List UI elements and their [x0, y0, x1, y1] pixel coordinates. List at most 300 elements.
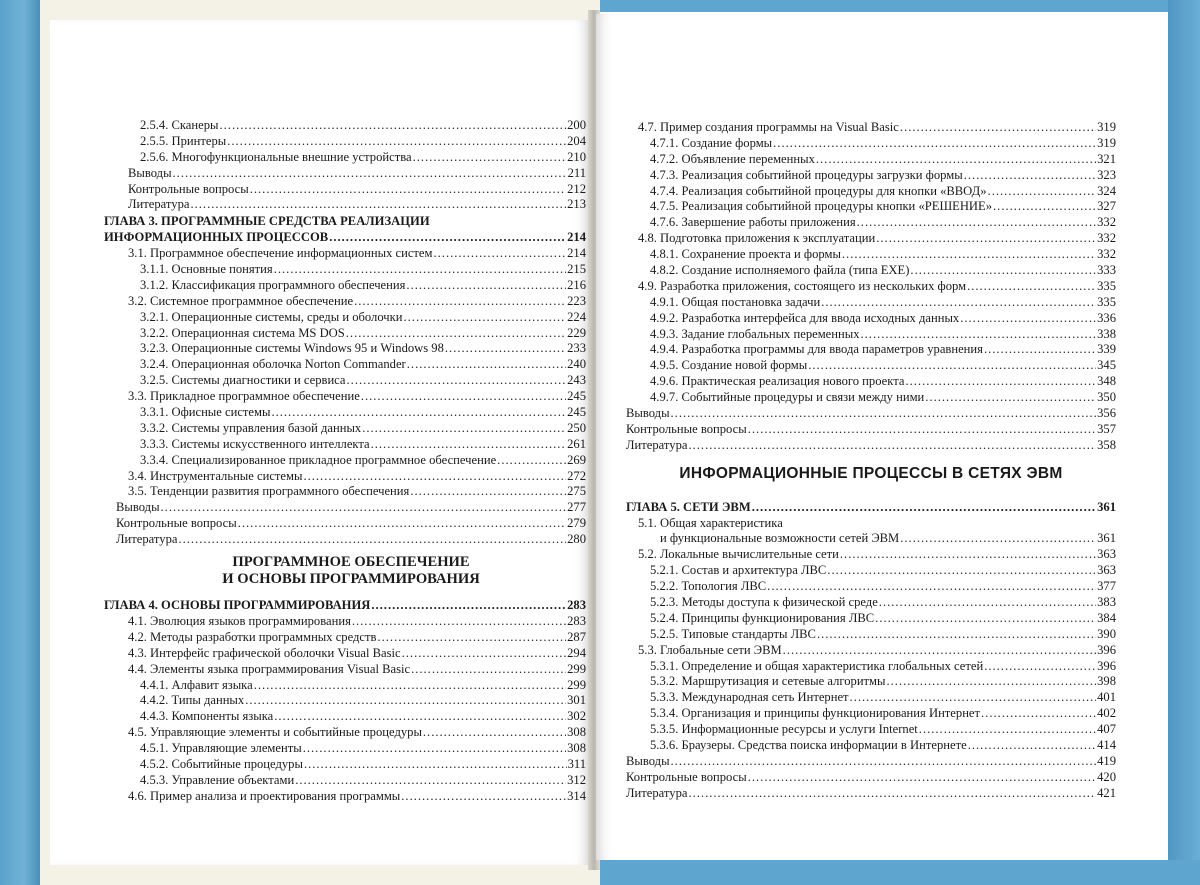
- toc-entry-title: 5.2. Локальные вычислительные сети: [638, 547, 839, 562]
- toc-entry: [116, 630, 586, 646]
- toc-entry-page: 323: [1097, 167, 1116, 182]
- toc-entry-title: 5.3. Глобальные сети ЭВМ: [638, 642, 782, 657]
- book-cover-left: [0, 0, 40, 885]
- toc-leader-dots: [362, 421, 566, 437]
- toc-leader-dots: [413, 150, 567, 166]
- toc-entry: [116, 262, 586, 278]
- toc-entry-page: 335: [1097, 294, 1116, 309]
- toc-entry-title: Литература: [128, 197, 190, 212]
- toc-entry-title: 4.3. Интерфейс графической оболочки Visual Basic: [128, 645, 401, 660]
- toc-entry-title: 4.9.1. Общая постановка задачи: [650, 294, 821, 309]
- toc-leader-dots: [361, 389, 566, 405]
- toc-entry-page: 407: [1097, 722, 1116, 737]
- toc-entry-page: 214: [567, 246, 586, 261]
- toc-entry: [626, 120, 1116, 136]
- toc-entry: [116, 246, 586, 262]
- chapter-3-title: ИНФОРМАЦИОННЫХ ПРОЦЕССОВ: [104, 230, 329, 245]
- toc-entry: [626, 406, 1116, 422]
- toc-entry-title: 4.7.2. Объявление переменных: [650, 151, 815, 166]
- toc-leader-dots: [850, 690, 1097, 706]
- toc-entry-page: 204: [567, 133, 586, 148]
- toc-entry-title: 3.3. Прикладное программное обеспечение: [128, 389, 360, 404]
- toc-entry-title: 5.2.5. Типовые стандарты ЛВС: [650, 626, 816, 641]
- toc-entry-page: 211: [567, 165, 586, 180]
- toc-entry-title: 5.2.1. Состав и архитектура ЛВС: [650, 563, 827, 578]
- toc-entry-page: 272: [567, 468, 586, 483]
- toc-entry-page: 324: [1097, 183, 1116, 198]
- toc-leader-dots: [404, 310, 567, 326]
- toc-leader-dots: [748, 770, 1096, 786]
- toc-entry-title: 3.2.2. Операционная система MS DOS: [140, 325, 345, 340]
- entry-5-1-title: и функциональные возможности сетей ЭВМ: [660, 531, 900, 546]
- toc-entry-page: 229: [567, 325, 586, 340]
- toc-entry-title: 5.3.1. Определение и общая характеристика глобальных сетей: [650, 658, 984, 673]
- toc-leader-dots: [993, 199, 1096, 215]
- toc-entry: [116, 150, 586, 166]
- book-cover-bottom: [590, 860, 1200, 885]
- toc-entry: [116, 500, 586, 516]
- toc-entry-page: 302: [567, 709, 586, 724]
- toc-entry-title: 4.7.3. Реализация событийной процедуры загрузки формы: [650, 167, 963, 182]
- toc-entry-title: 3.2.1. Операционные системы, среды и оболочки: [140, 309, 403, 324]
- toc-entry-title: 4.7.1. Создание формы: [650, 135, 773, 150]
- toc-leader-dots: [423, 725, 566, 741]
- part-title-line2: И ОСНОВЫ ПРОГРАММИРОВАНИЯ: [222, 571, 480, 588]
- toc-entry-title: Контрольные вопросы: [116, 516, 237, 531]
- toc-entry-page: 345: [1097, 358, 1116, 373]
- toc-entry-title: 4.5.2. Событийные процедуры: [140, 756, 303, 771]
- toc-leader-dots: [173, 166, 567, 182]
- toc-entry-page: 384: [1097, 610, 1116, 625]
- toc-leader-dots: [274, 262, 566, 278]
- toc-entry-page: 338: [1097, 326, 1116, 341]
- toc-entry: [626, 563, 1116, 579]
- toc-entry-page: 363: [1097, 563, 1116, 578]
- toc-leader-dots: [840, 547, 1096, 563]
- toc-entry-title: 4.4.1. Алфавит языка: [140, 677, 253, 692]
- toc-entry-title: 4.8. Подготовка приложения к эксплуатации: [638, 231, 876, 246]
- toc-leader-dots: [827, 563, 1096, 579]
- toc-entry: [116, 389, 586, 405]
- toc-leader-dots: [371, 437, 567, 453]
- toc-leader-dots: [988, 184, 1097, 200]
- toc-entry-title: 5.2.2. Топология ЛВС: [650, 579, 767, 594]
- toc-entry: [116, 532, 586, 548]
- toc-entry-page: 314: [567, 788, 586, 803]
- toc-entry: [116, 278, 586, 294]
- toc-entry: [116, 678, 586, 694]
- toc-entry-title: 4.9.4. Разработка программы для ввода параметров уравнения: [650, 342, 983, 357]
- toc-leader-dots: [905, 374, 1096, 390]
- toc-entry: [626, 184, 1116, 200]
- toc-leader-dots: [411, 662, 566, 678]
- toc-entry: [116, 294, 586, 310]
- toc-entry: [116, 484, 586, 500]
- toc-entry-title: Литература: [626, 785, 688, 800]
- toc-entry: [116, 614, 586, 630]
- toc-entry: [626, 342, 1116, 358]
- toc-leader-dots: [919, 722, 1096, 738]
- toc-entry-title: 4.7.6. Завершение работы приложения: [650, 215, 856, 230]
- toc-entry-page: 332: [1097, 215, 1116, 230]
- toc-entry-title: 5.3.3. Международная сеть Интернет: [650, 690, 849, 705]
- toc-leader-dots: [245, 693, 566, 709]
- toc-leader-dots: [960, 311, 1096, 327]
- toc-leader-dots: [967, 279, 1096, 295]
- toc-leader-dots: [879, 595, 1096, 611]
- toc-entry-page: 420: [1097, 769, 1116, 784]
- part-title-software: [116, 554, 586, 588]
- toc-entry: [116, 421, 586, 437]
- toc-entry-title: 3.1.1. Основные понятия: [140, 262, 273, 277]
- toc-entry: [626, 199, 1116, 215]
- toc-entry-page: 401: [1097, 690, 1116, 705]
- toc-entry-page: 319: [1097, 135, 1116, 150]
- toc-entry-title: Выводы: [116, 500, 160, 515]
- toc-leader-dots: [402, 646, 566, 662]
- toc-entry: [626, 295, 1116, 311]
- toc-entry-page: 261: [567, 436, 586, 451]
- toc-entry-page: 250: [567, 420, 586, 435]
- toc-entry-title: 4.7.5. Реализация событийной процедуры кнопки «РЕШЕНИЕ»: [650, 199, 993, 214]
- toc-leader-dots: [254, 678, 566, 694]
- toc-entry-page: 421: [1097, 785, 1116, 800]
- toc-leader-dots: [817, 627, 1096, 643]
- toc-entry: [626, 152, 1116, 168]
- toc-entry-page: 321: [1097, 151, 1116, 166]
- toc-entry-page: 210: [567, 149, 586, 164]
- book-cover-top: [590, 0, 1200, 12]
- toc-leader-dots: [910, 263, 1096, 279]
- chapter-5-heading: [626, 500, 1116, 516]
- toc-right-top-group: [626, 120, 1116, 454]
- toc-entry-page: 396: [1097, 658, 1116, 673]
- toc-entry: [626, 643, 1116, 659]
- toc-entry: [116, 725, 586, 741]
- toc-entry-page: 348: [1097, 374, 1116, 389]
- toc-entry: [626, 422, 1116, 438]
- toc-entry-title: 3.2.4. Операционная оболочка Norton Commander: [140, 357, 406, 372]
- toc-entry-page: 398: [1097, 674, 1116, 689]
- chapter-4-page: 283: [567, 598, 586, 613]
- toc-entry: [116, 709, 586, 725]
- toc-entry: [626, 674, 1116, 690]
- toc-entry: [626, 231, 1116, 247]
- toc-leader-dots: [274, 709, 566, 725]
- toc-leader-dots: [875, 611, 1096, 627]
- toc-entry-page: 350: [1097, 390, 1116, 405]
- toc-entry-title: 4.8.1. Сохранение проекта и формы: [650, 247, 841, 262]
- toc-entry: [116, 166, 586, 182]
- book-cover-right: [1168, 0, 1200, 885]
- toc-leader-dots: [984, 342, 1096, 358]
- toc-entry-title: 4.5.1. Управляющие элементы: [140, 741, 302, 756]
- toc-leader-dots: [346, 326, 566, 342]
- entry-5-1-line2: [626, 531, 1116, 547]
- right-page: [596, 14, 1168, 860]
- toc-leader-dots: [783, 643, 1096, 659]
- toc-entry: [626, 770, 1116, 786]
- toc-leader-dots: [925, 390, 1096, 406]
- toc-entry-page: 335: [1097, 278, 1116, 293]
- toc-entry-page: 336: [1097, 310, 1116, 325]
- toc-leader-dots: [842, 247, 1096, 263]
- toc-leader-dots: [434, 246, 567, 262]
- toc-leader-dots: [981, 706, 1096, 722]
- toc-entry: [626, 611, 1116, 627]
- toc-leader-dots: [964, 168, 1096, 184]
- toc-leader-dots: [816, 152, 1096, 168]
- toc-entry-page: 243: [567, 373, 586, 388]
- toc-leader-dots: [861, 327, 1097, 343]
- toc-entry: [626, 327, 1116, 343]
- toc-leader-dots: [671, 406, 1097, 422]
- toc-entry-page: 308: [567, 741, 586, 756]
- toc-entry: [626, 595, 1116, 611]
- toc-leader-dots: [178, 532, 566, 548]
- toc-entry-title: 4.9.6. Практическая реализация нового проекта: [650, 374, 905, 389]
- toc-entry: [116, 437, 586, 453]
- toc-leader-dots: [250, 182, 566, 198]
- toc-entry-title: 3.1.2. Классификация программного обеспечения: [140, 277, 406, 292]
- toc-entry-title: 4.8.2. Создание исполняемого файла (типа EXE): [650, 263, 910, 278]
- toc-leader-dots: [354, 294, 566, 310]
- toc-entry-title: 3.2.5. Системы диагностики и сервиса: [140, 373, 346, 388]
- toc-leader-dots: [445, 341, 566, 357]
- toc-entry: [626, 215, 1116, 231]
- toc-entry: [626, 659, 1116, 675]
- entry-5-1-line1: 5.1. Общая характеристика: [638, 515, 783, 530]
- toc-entry: [626, 786, 1116, 802]
- toc-entry: [626, 754, 1116, 770]
- toc-leader-dots: [900, 120, 1096, 136]
- toc-leader-dots: [303, 469, 566, 485]
- toc-entry: [116, 662, 586, 678]
- toc-entry-page: 223: [567, 293, 586, 308]
- toc-leader-dots: [821, 295, 1096, 311]
- toc-entry-title: 5.3.6. Браузеры. Средства поиска информации в Интернете: [650, 737, 967, 752]
- toc-leader-dots: [410, 484, 566, 500]
- toc-leader-dots: [352, 614, 566, 630]
- toc-entry-page: 287: [567, 629, 586, 644]
- toc-entry-page: 277: [567, 500, 586, 515]
- toc-entry: [116, 373, 586, 389]
- toc-entry-page: 396: [1097, 642, 1116, 657]
- toc-entry-page: 339: [1097, 342, 1116, 357]
- toc-entry-title: 4.6. Пример анализа и проектирования программы: [128, 788, 401, 803]
- toc-entry: [626, 547, 1116, 563]
- toc-entry-page: 224: [567, 309, 586, 324]
- toc-entry: [116, 182, 586, 198]
- toc-leader-dots: [407, 357, 566, 373]
- toc-leader-dots: [238, 516, 566, 532]
- toc-entry: [626, 627, 1116, 643]
- toc-right-ch5-group: [626, 547, 1116, 801]
- toc-entry-page: 245: [567, 405, 586, 420]
- toc-entry-title: 2.5.4. Сканеры: [140, 118, 219, 132]
- toc-entry-title: 4.7.4. Реализация событийной процедуры для кнопки «ВВОД»: [650, 183, 987, 198]
- toc-leader-dots: [876, 231, 1096, 247]
- part-title-networks: ИНФОРМАЦИОННЫЕ ПРОЦЕССЫ В СЕТЯХ ЭВМ: [679, 464, 1063, 482]
- toc-leader-dots: [857, 215, 1096, 231]
- toc-entry-page: 275: [567, 484, 586, 499]
- toc-entry: [626, 279, 1116, 295]
- toc-entry-title: Выводы: [626, 406, 670, 421]
- chapter-3-heading: [104, 214, 586, 246]
- toc-entry-page: 414: [1097, 737, 1116, 752]
- toc-entry-page: 301: [567, 693, 586, 708]
- chapter-3-line1: ГЛАВА 3. ПРОГРАММНЫЕ СРЕДСТВА РЕАЛИЗАЦИИ: [104, 214, 430, 229]
- toc-leader-dots: [773, 136, 1096, 152]
- chapter-5-page: 361: [1097, 499, 1116, 514]
- entry-5-1: [626, 516, 1116, 548]
- toc-leader-dots: [767, 579, 1096, 595]
- toc-entry-title: Выводы: [626, 753, 670, 768]
- toc-leader-dots: [808, 358, 1096, 374]
- toc-entry: [116, 453, 586, 469]
- toc-entry-title: 4.9.7. Событийные процедуры и связи между ними: [650, 390, 925, 405]
- toc-entry: [116, 469, 586, 485]
- toc-entry: [626, 390, 1116, 406]
- toc-entry-page: 240: [567, 357, 586, 372]
- toc-entry-page: 212: [567, 181, 586, 196]
- toc-entry-page: 299: [567, 661, 586, 676]
- toc-entry-title: 4.9.3. Задание глобальных переменных: [650, 326, 860, 341]
- toc-entry-title: 3.5. Тенденции развития программного обеспечения: [128, 484, 410, 499]
- toc-entry-page: 419: [1097, 753, 1116, 768]
- toc-leader-dots: [227, 134, 566, 150]
- toc-entry-title: 3.2.3. Операционные системы Windows 95 и Windows 98: [140, 341, 444, 356]
- part-title-line1: ПРОГРАММНОЕ ОБЕСПЕЧЕНИЕ: [232, 554, 470, 571]
- toc-entry: [626, 722, 1116, 738]
- toc-entry-page: 213: [567, 197, 586, 212]
- toc-leader-dots: [406, 278, 566, 294]
- toc-entry-page: 357: [1097, 421, 1116, 436]
- toc-entry-page: 245: [567, 389, 586, 404]
- toc-entry: [626, 438, 1116, 454]
- toc-entry: [116, 357, 586, 373]
- toc-entry: [626, 374, 1116, 390]
- toc-leader-dots: [347, 373, 567, 389]
- chapter-5-title: ГЛАВА 5. СЕТИ ЭВМ: [626, 499, 751, 514]
- toc-entry-title: 2.5.6. Многофункциональные внешние устройства: [140, 149, 412, 164]
- toc-entry-title: 4.4.2. Типы данных: [140, 693, 245, 708]
- toc-entry-page: 279: [567, 516, 586, 531]
- chapter-3-page: 214: [567, 230, 586, 245]
- toc-entry: [116, 341, 586, 357]
- toc-leader-dots: [984, 659, 1096, 675]
- toc-entry-page: 308: [567, 725, 586, 740]
- toc-entry-page: 200: [567, 118, 586, 132]
- toc-entry-title: Контрольные вопросы: [626, 421, 747, 436]
- toc-entry-title: Литература: [116, 532, 178, 547]
- toc-entry-title: 4.5. Управляющие элементы и событийные процедуры: [128, 725, 422, 740]
- toc-entry: [626, 579, 1116, 595]
- toc-entry-title: Контрольные вопросы: [128, 181, 249, 196]
- toc-entry-title: 4.7. Пример создания программы на Visual Basic: [638, 120, 899, 134]
- toc-left-ch4-group: [116, 614, 586, 805]
- toc-leader-dots: [220, 118, 567, 134]
- toc-entry-title: 5.2.4. Принципы функционирования ЛВС: [650, 610, 875, 625]
- toc-leader-dots: [190, 197, 566, 213]
- toc-leader-dots: [377, 630, 566, 646]
- chapter-3-line2: [104, 230, 586, 246]
- toc-entry-page: 299: [567, 677, 586, 692]
- toc-leader-dots: [303, 741, 566, 757]
- toc-leader-dots: [271, 405, 566, 421]
- toc-entry-title: 4.9.5. Создание новой формы: [650, 358, 808, 373]
- toc-leader-dots: [497, 453, 566, 469]
- toc-entry: [626, 247, 1116, 263]
- toc-entry: [116, 757, 586, 773]
- toc-leader-dots: [887, 674, 1097, 690]
- toc-entry: [116, 789, 586, 805]
- toc-entry-title: 2.5.5. Принтеры: [140, 133, 227, 148]
- toc-entry-title: Литература: [626, 437, 688, 452]
- toc-entry: [626, 311, 1116, 327]
- toc-leader-dots: [688, 786, 1096, 802]
- toc-entry-title: 3.3.2. Системы управления базой данных: [140, 420, 362, 435]
- toc-entry-title: 4.4. Элементы языка программирования Visual Basic: [128, 661, 411, 676]
- toc-entry: [116, 326, 586, 342]
- toc-entry-page: 311: [567, 756, 586, 771]
- toc-entry-title: 5.2.3. Методы доступа к физической среде: [650, 594, 878, 609]
- toc-entry: [626, 136, 1116, 152]
- toc-entry-page: 332: [1097, 247, 1116, 262]
- toc-entry-title: 4.9. Разработка приложения, состоящего из нескольких форм: [638, 278, 967, 293]
- toc-entry: [116, 310, 586, 326]
- toc-entry: [116, 741, 586, 757]
- toc-entry-page: 215: [567, 262, 586, 277]
- toc-leader-dots: [671, 754, 1097, 770]
- chapter-4-heading: [104, 598, 586, 614]
- toc-entry-page: 216: [567, 277, 586, 292]
- toc-entry-page: 333: [1097, 263, 1116, 278]
- toc-entry-title: 4.4.3. Компоненты языка: [140, 709, 274, 724]
- toc-entry-title: 5.3.2. Маршрутизация и сетевые алгоритмы: [650, 674, 886, 689]
- toc-entry-page: 319: [1097, 120, 1116, 134]
- toc-entry: [626, 358, 1116, 374]
- toc-entry: [626, 168, 1116, 184]
- toc-entry-page: 356: [1097, 406, 1116, 421]
- toc-leader-dots: [688, 438, 1096, 454]
- toc-entry-page: 233: [567, 341, 586, 356]
- left-page: [50, 20, 590, 865]
- toc-left-top-group: [116, 118, 586, 213]
- toc-entry-page: 358: [1097, 437, 1116, 452]
- toc-entry: [116, 197, 586, 213]
- toc-entry: [116, 118, 586, 134]
- toc-entry-title: 4.5.3. Управление объектами: [140, 772, 295, 787]
- toc-entry-page: 332: [1097, 231, 1116, 246]
- toc-leader-dots: [304, 757, 567, 773]
- toc-entry-title: 3.3.4. Специализированное прикладное программное обеспечение: [140, 452, 497, 467]
- toc-entry: [116, 516, 586, 532]
- toc-leader-dots: [968, 738, 1096, 754]
- toc-entry-page: 383: [1097, 594, 1116, 609]
- chapter-4-title: ГЛАВА 4. ОСНОВЫ ПРОГРАММИРОВАНИЯ: [104, 598, 371, 613]
- toc-entry-title: Контрольные вопросы: [626, 769, 747, 784]
- toc-entry-page: 377: [1097, 579, 1116, 594]
- toc-entry-title: 3.3.1. Офисные системы: [140, 405, 271, 420]
- toc-entry-title: 5.3.4. Организация и принципы функционирования Интернет: [650, 706, 981, 721]
- toc-entry: [116, 134, 586, 150]
- toc-entry: [626, 738, 1116, 754]
- toc-leader-dots: [401, 789, 566, 805]
- toc-right: [626, 120, 1116, 802]
- toc-entry-title: 3.3.3. Системы искусственного интеллекта: [140, 436, 370, 451]
- toc-entry-page: 294: [567, 645, 586, 660]
